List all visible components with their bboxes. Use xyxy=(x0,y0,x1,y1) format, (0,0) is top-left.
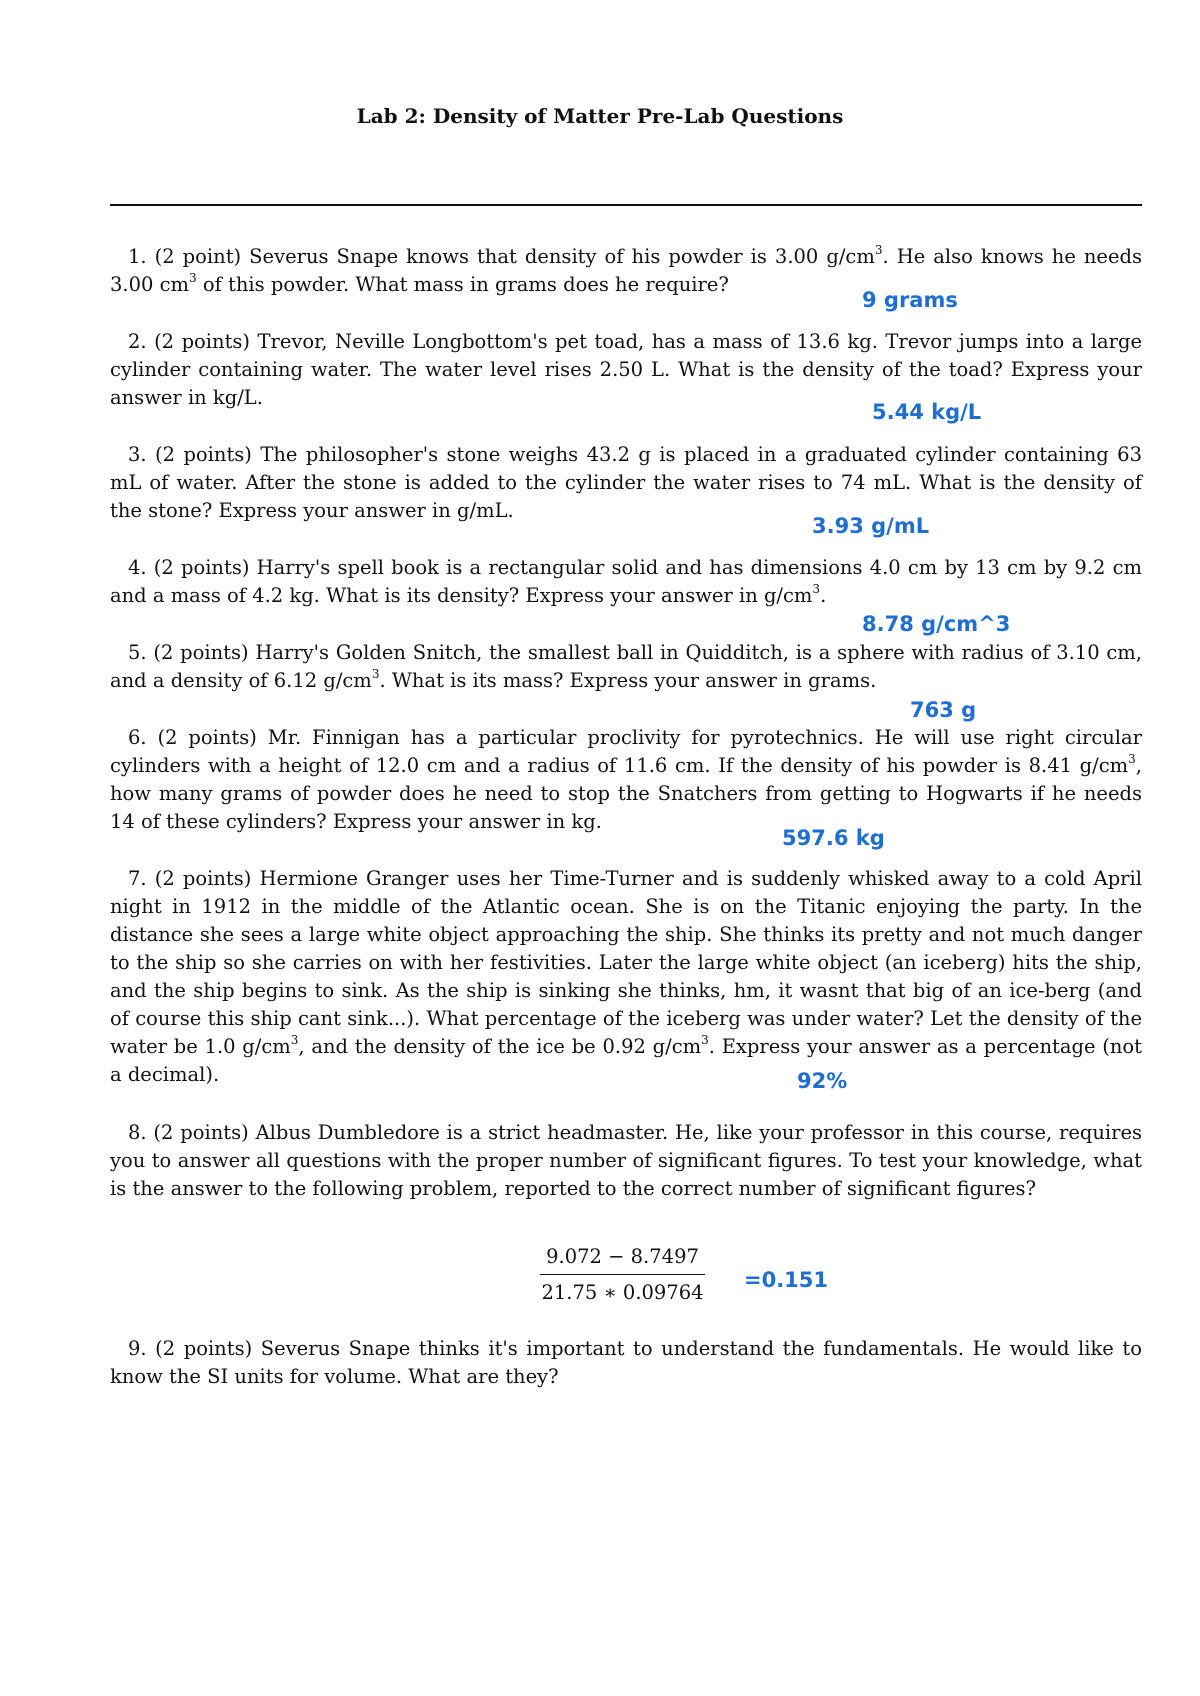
question-text: , and the density of the ice be 0.92 g/cm xyxy=(298,1035,702,1058)
superscript: 3 xyxy=(701,1032,709,1047)
question-text: Severus Snape knows that density of his powder is 3.00 g/cm xyxy=(249,245,875,268)
question-text: of this powder. What mass in grams does he require? xyxy=(196,273,729,296)
question-text: Severus Snape thinks it's important to understand the fundamentals. He would like to know the SI units for volume. What are they? xyxy=(110,1337,1142,1388)
question-text: . What is its mass? Express your answer in grams. xyxy=(379,669,877,692)
question-text: . Express your answer as a percentage (not a decimal). xyxy=(110,1035,1142,1086)
superscript: 3 xyxy=(290,1032,299,1047)
fraction-numerator: 9.072 − 8.7497 xyxy=(540,1245,705,1275)
question-text: Harry's Golden Snitch, the smallest ball in Quidditch, is a sphere with radius of 3.10 cm, and a density of 6.12 g/cm xyxy=(110,641,1142,692)
question-label: 3. (2 points) xyxy=(128,443,252,466)
fraction-expression xyxy=(540,1245,705,1304)
superscript: 3 xyxy=(874,242,883,257)
answer-6: 597.6 kg xyxy=(782,826,885,850)
superscript: 3 xyxy=(371,666,380,681)
question-text: The philosopher's stone weighs 43.2 g is placed in a graduated cylinder containing 63 mL of water. After the stone is added to the cylinder the water rises to 74 mL. What is the density of the stone? Express your answer in g/mL. xyxy=(110,443,1142,522)
question-4 xyxy=(110,554,1142,610)
question-2 xyxy=(110,328,1142,412)
answer-2: 5.44 kg/L xyxy=(872,400,982,424)
question-label: 8. (2 points) xyxy=(128,1121,249,1144)
question-label: 1. (2 point) xyxy=(128,245,242,268)
question-text: . He also knows he needs 3.00 cm xyxy=(110,245,1143,296)
question-text: Trevor, Neville Longbottom's pet toad, has a mass of 13.6 kg. Trevor jumps into a large cylinder containing water. The water level rises 2.50 L. What is the density of the toad? Express your answer in kg/L. xyxy=(110,330,1143,409)
question-text: Albus Dumbledore is a strict headmaster. He, like your professor in this course, requires you to answer all questions with the proper number of significant figures. To test your knowledge, what is the answer to the following problem, reported to the correct number of significant figures? xyxy=(110,1121,1143,1200)
answer-1: 9 grams xyxy=(862,288,958,312)
question-3 xyxy=(110,441,1142,525)
question-label: 2. (2 points) xyxy=(128,330,251,353)
question-label: 9. (2 points) xyxy=(128,1337,253,1360)
question-9 xyxy=(110,1335,1142,1391)
title-divider xyxy=(110,204,1142,206)
answer-7: 92% xyxy=(797,1069,848,1093)
question-7 xyxy=(110,865,1142,1089)
question-text: , how many grams of powder does he need to stop the Snatchers from getting to Hogwarts if he needs 14 of these cylinders? Express your answer in kg. xyxy=(110,754,1142,833)
superscript: 3 xyxy=(189,270,197,285)
page-title: Lab 2: Density of Matter Pre-Lab Questions xyxy=(356,104,844,128)
superscript: 3 xyxy=(1128,751,1136,766)
question-text: Hermione Granger uses her Time-Turner and is suddenly whisked away to a cold April night in 1912 in the middle of the Atlantic ocean. She is on the Titanic enjoying the party. In the distance she sees a large white object approaching the ship. She thinks its pretty and not much danger to the ship so she carries on with her festivities. Later the large white object (an iceberg) hits the ship, and the ship begins to sink. As the ship is sinking she thinks, hm, it wasnt that big of an ice-berg (and of course this ship cant sink...). What percentage of the iceberg was under water? Let the density of the water be 1.0 g/cm xyxy=(110,867,1142,1058)
question-1 xyxy=(110,243,1142,299)
answer-4: 8.78 g/cm^3 xyxy=(862,612,1011,636)
answer-5: 763 g xyxy=(910,698,977,722)
question-6 xyxy=(110,724,1142,836)
question-label: 6. (2 points) xyxy=(128,726,257,749)
question-label: 5. (2 points) xyxy=(128,641,249,664)
superscript: 3 xyxy=(812,581,821,596)
question-text: . xyxy=(820,584,827,607)
question-label: 4. (2 points) xyxy=(128,556,250,579)
question-label: 7. (2 points) xyxy=(128,867,252,890)
question-text: Harry's spell book is a rectangular solid and has dimensions 4.0 cm by 13 cm by 9.2 cm and a mass of 4.2 kg. What is its density? Express your answer in g/cm xyxy=(110,556,1142,607)
answer-3: 3.93 g/mL xyxy=(812,514,930,538)
answer-8: =0.151 xyxy=(744,1268,829,1292)
fraction-denominator: 21.75 ∗ 0.09764 xyxy=(541,1281,704,1304)
question-8 xyxy=(110,1119,1142,1203)
question-5 xyxy=(110,639,1142,695)
question-text: Mr. Finnigan has a particular proclivity for pyrotechnics. He will use right circular cylinders with a height of 12.0 cm and a radius of 11.6 cm. If the density of his powder is 8.41 g/cm xyxy=(110,726,1142,777)
